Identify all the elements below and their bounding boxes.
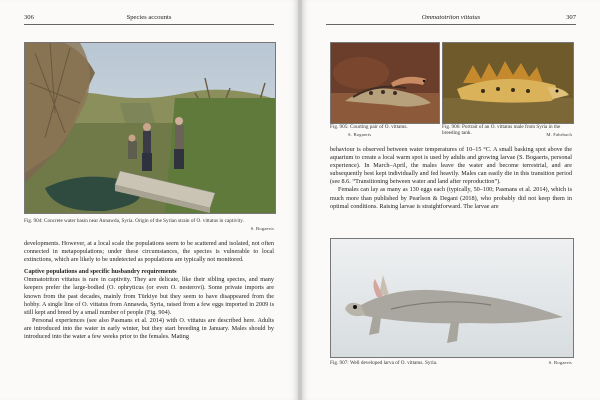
paragraph: Personal experiences (see also Pasmans et al. 2014) with O. vittatus are described here. Adults are introduced into the water in early winter, but they start breeding in January. Males should by introduced into the water a few weeks prior to the females. Mating <box>24 316 274 341</box>
paragraph: Females can lay as many as 130 eggs each (typically, 50–100; Pasmans et al. 2014), which is much more than published by Pearlson & Degani (2018), who probably did not keep them in optimal conditions. Raising larvae is straightforward. The larvae are <box>330 186 572 210</box>
right-page <box>302 0 600 400</box>
figure-905-credit: S. Bogaerts <box>348 132 372 137</box>
right-running-head: Ommatotriton vittatus <box>421 14 481 21</box>
courting-pair-photo <box>330 42 440 124</box>
figure-906-credit: M. Fahrbach <box>546 132 572 137</box>
left-page <box>0 0 298 400</box>
figure-906-caption: Fig. 906: Portrait of an O. vittatus male from Syria in the breeding tank. <box>442 124 561 137</box>
left-running-head: Species accounts <box>126 14 172 21</box>
male-portrait-illustration <box>443 43 573 123</box>
right-body-text <box>330 146 572 211</box>
water-basin-illustration <box>25 43 275 213</box>
larva-illustration <box>331 239 573 357</box>
section-heading: Captive populations and specific husbandry requirements <box>24 268 177 276</box>
left-figure-credit: S. Bogaerts <box>250 226 274 231</box>
left-page-header <box>24 14 274 25</box>
paragraph: developments. However, at a local scale the populations seem to be scattered and isolated, not often connected in metapopulations; under these circumstances, the species is vulnerable to local extinctions, which are likely to be undetected as populations are typically not monitored. <box>24 240 274 264</box>
water-basin-photo <box>24 42 276 214</box>
left-page-number: 306 <box>24 14 34 21</box>
left-body-text <box>24 240 274 341</box>
paragraph: Ommatotriton vittatus is rare in captivity. They are delicate, like their sibling species, and many keepers prefer the large-bodied (O. ophryticus (or even O. nesterovi). Some private imports are known from the past decades, mainly from Türkiye but they seem to have disappeared from the hobby. A single line of O. vittatus from Annawda, Syria, raised from a few eggs imported in 2009 is still kept and breed by a small number of people (Fig. 904). <box>24 276 274 316</box>
right-page-number: 307 <box>566 14 576 21</box>
larva-photo <box>330 238 574 358</box>
paragraph: behaviour is observed between water temperatures of 10–15 °C. A small basking spot above the aquarium to create a local warm spot is used by adults and growing larvae (S. Bogaerts, personal experience). In March–April, the males leave the water and become terrestrial, and are subsequently best kept individually and fed heavily. Males can easily die in this transition period (see 8.6. “Transitioning between water and land after reproduction”). <box>330 146 572 186</box>
figure-905-caption: Fig. 905: Courting pair of O. vittatus. <box>330 124 408 130</box>
figure-907-caption: Fig. 907: Well developed larva of O. vittatus. Syria. <box>330 360 438 366</box>
male-portrait-photo <box>442 42 574 124</box>
left-figure-caption: Fig. 904: Concrete water basin near Annawda, Syria. Origin of the Syrian strain of O. vittatus in captivity. <box>24 218 244 224</box>
right-page-header <box>326 14 576 25</box>
figure-907-credit: S. Bogaerts <box>548 360 572 365</box>
courting-pair-illustration <box>331 43 439 123</box>
